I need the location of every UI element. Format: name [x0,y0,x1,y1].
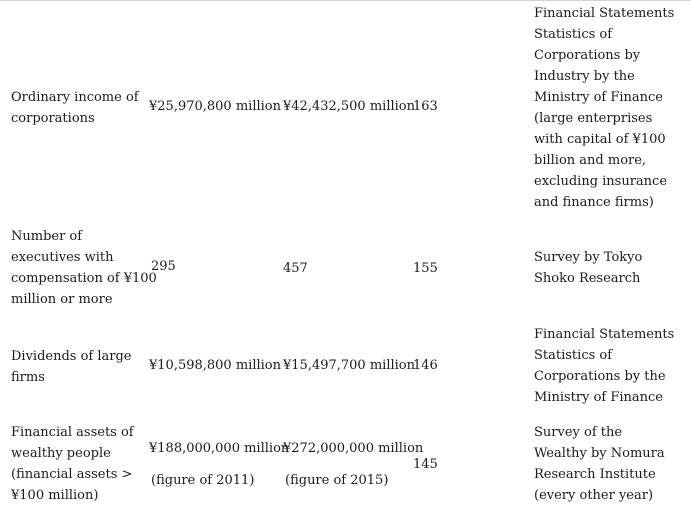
ratio-value: 163 [413,99,438,114]
item-cell: Number of executives with compensation of ¥100 million or more [11,229,157,307]
before-value: ¥10,598,800 million [149,358,281,373]
ratio-value: 145 [413,457,438,472]
before-value: ¥188,000,000 million [149,441,290,456]
item-cell: Ordinary income of corporations [11,90,139,126]
item-cell: Dividends of large firms [11,349,132,385]
before-value: 295 [151,259,176,274]
item-cell: Financial assets of wealthy people (financial assets > ¥100 million) [11,425,134,503]
source-cell: Survey of the Wealthy by Nomura Research Institute (every other year) [534,425,665,503]
source-cell: Financial Statements Statistics of Corporations by the Ministry of Finance [534,327,675,405]
source-cell: Survey by Tokyo Shoko Research [534,250,643,286]
after-note: (figure of 2015) [285,473,389,488]
ratio-value: 146 [413,358,438,373]
before-note: (figure of 2011) [151,473,255,488]
after-value: ¥42,432,500 million [283,99,415,114]
table-top-border [0,0,691,1]
after-value: ¥272,000,000 million [283,441,424,456]
ratio-value: 155 [413,261,438,276]
source-cell: Financial Statements Statistics of Corporations by Industry by the Ministry of Finance (large enterprises with capital of ¥100 billion and more, excluding insurance and finance firms) [534,6,675,210]
before-value: ¥25,970,800 million [149,99,281,114]
after-value: 457 [283,261,308,276]
after-value: ¥15,497,700 million [283,358,415,373]
